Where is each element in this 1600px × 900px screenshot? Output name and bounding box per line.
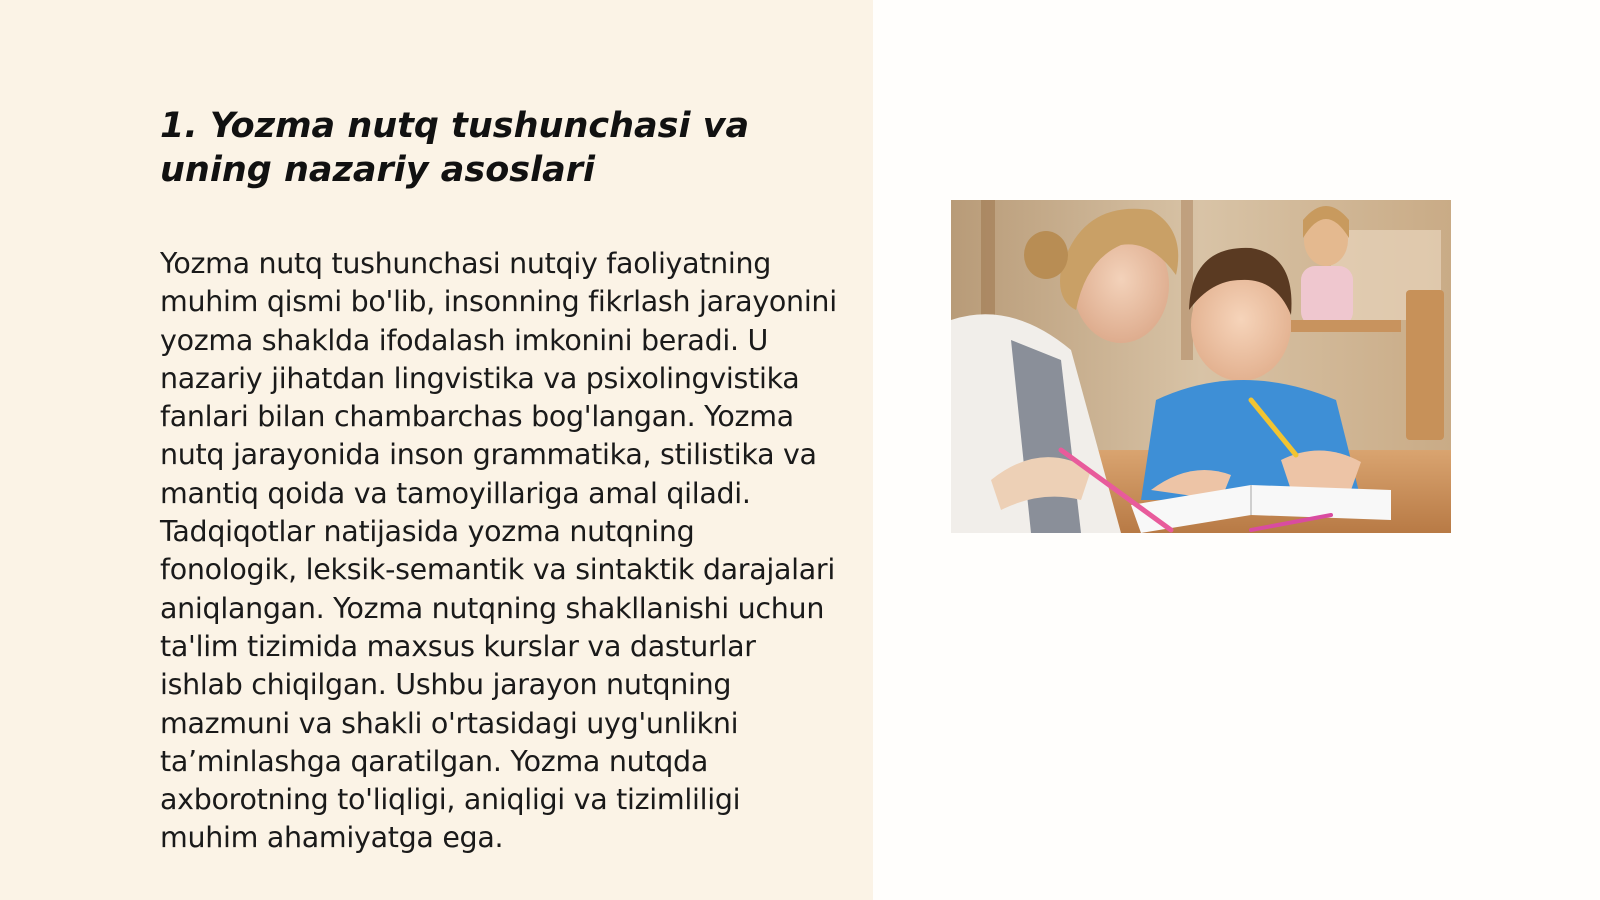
slide-title: 1. Yozma nutq tushunchasi va uning nazariy asoslari [160, 106, 750, 190]
slide-body-text: Yozma nutq tushunchasi nutqiy faoliyatning muhim qismi bo'lib, insonning fikrlash jarayonini yozma shaklda ifodalash imkonini beradi. U nazariy jihatdan lingvistika va psixolingvistika fanlari bilan chambarchas bog'langan. Yozma nutq jarayonida inson grammatika, stilistika va mantiq qoida va tamoyillariga amal qiladi. Tadqiqotlar natijasida yozma nutqning fonologik, leksik-semantik va sintaktik darajalari aniqlangan. Yozma nutqning shakllanishi uchun ta'lim tizimida maxsus kurslar va dasturlar ishlab chiqilgan. Ushbu jarayon nutqning mazmuni va shakli o'rtasidagi uyg'unlikni ta’minlashga qaratilgan. Yozma nutqda axborotning to'liqligi, aniqligi va tizimliligi muhim ahamiyatga ega. [160, 247, 837, 855]
teacher-and-child-writing-photo [951, 200, 1451, 533]
